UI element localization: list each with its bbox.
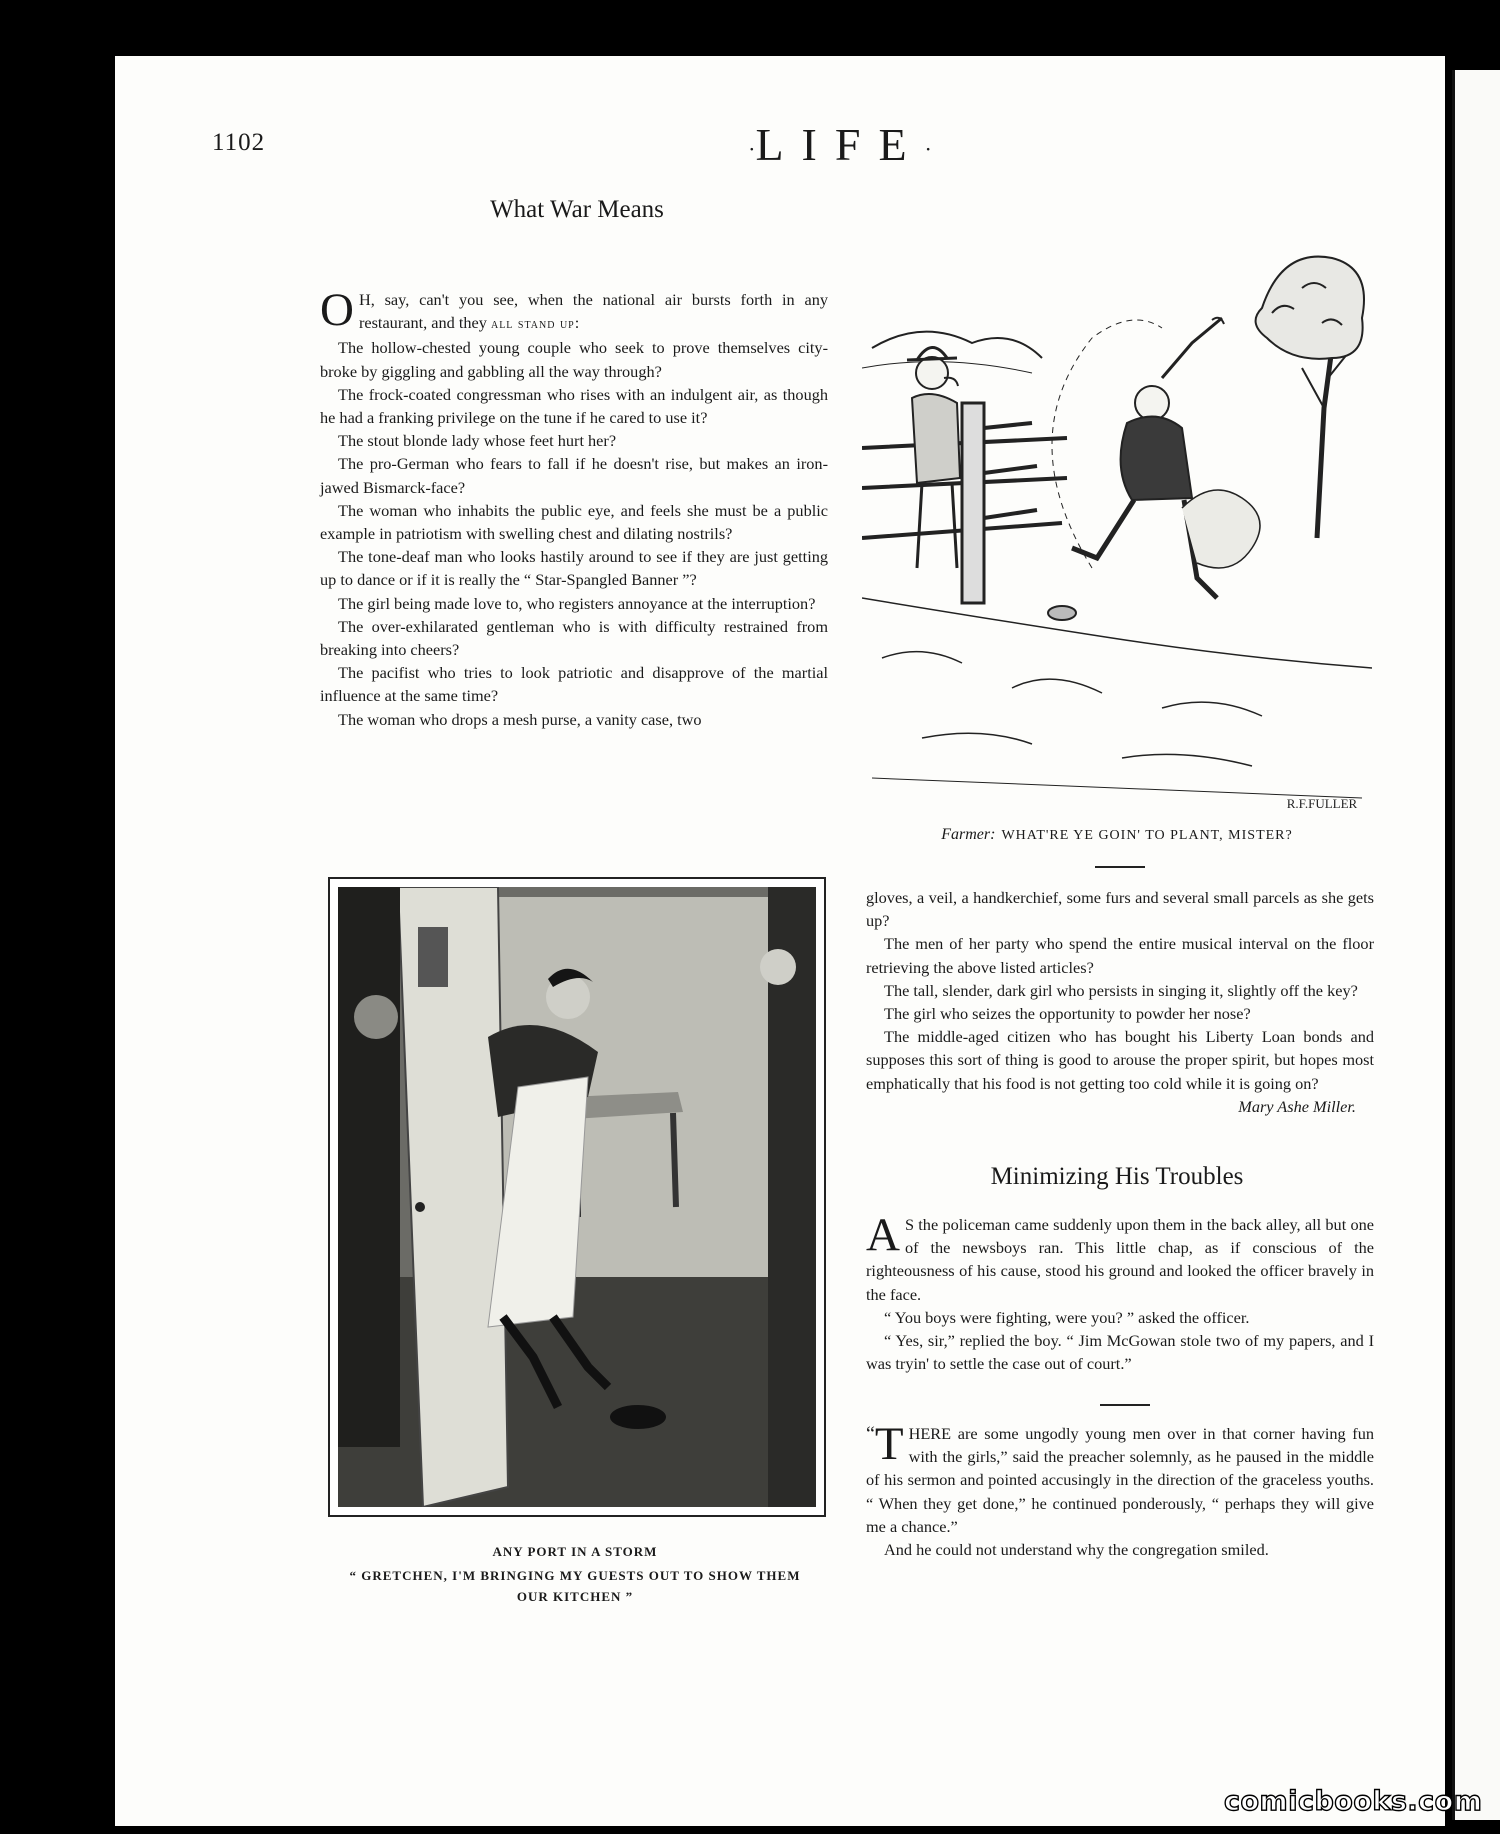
- watermark: comicbooks.com: [1224, 1786, 1483, 1817]
- cartoon-signature: R.F.FULLER: [1286, 796, 1358, 811]
- article-title: Minimizing His Troubles: [990, 1163, 1244, 1190]
- paragraph: The woman who inhabits the public eye, and feels she must be a public example in patriotism with swelling chest and dilating nostrils?: [320, 500, 828, 544]
- paragraph: The pacifist who tries to look patriotic and disapprove of the martial influence at the same time?: [320, 663, 828, 706]
- paragraph: gloves, a veil, a handkerchief, some furs and several small parcels as she gets up?: [866, 888, 1374, 931]
- paragraph: The girl who seizes the opportunity to powder her nose?: [884, 1004, 1251, 1024]
- paragraph: The tone-deaf man who looks hastily around to see if they are just getting up to dance or if it is really the “ Star-Spangled Banner ”?: [320, 547, 828, 590]
- cartoon-illustration: [862, 238, 1372, 818]
- divider-rule: [1095, 866, 1145, 868]
- author-signature: Mary Ashe Miller.: [1238, 1096, 1356, 1116]
- caption-text: WHAT'RE YE GOIN' TO PLANT, MISTER?: [1001, 828, 1293, 843]
- opening-paragraph: A S the policeman came suddenly upon them in the back alley, all but one of the newsboys ran. This little chap, as if conscious of the righteousness of his cause, stood his ground and looked the officer bravely in the face.: [866, 1209, 1374, 1304]
- opening-paragraph: O H, say, can't you see, when the national air bursts forth in any restaurant, and they all stand up:: [320, 284, 828, 336]
- paragraph: “ Yes, sir,” replied the boy. “ Jim McGowan stole two of my papers, and I was tryin' to settle the case out of court.”: [866, 1331, 1374, 1374]
- paragraph: The woman who drops a mesh purse, a vanity case, two: [338, 709, 702, 729]
- photo-caption: [328, 1541, 822, 1607]
- photo-caption-line: “ GRETCHEN, I'M BRINGING MY GUESTS OUT TO SHOW THEM: [349, 1568, 801, 1583]
- masthead-title: LIFE: [755, 119, 925, 170]
- paragraph: The tall, slender, dark girl who persists in singing it, slightly off the key?: [884, 980, 1358, 1000]
- article-column: [320, 284, 828, 731]
- paragraph: The frock-coated congressman who rises with an indulgent air, as though he had a franking privilege on the tune if he cared to use it?: [320, 384, 828, 428]
- paragraph: “ You boys were fighting, were you? ” asked the officer.: [884, 1307, 1250, 1327]
- paragraph: The men of her party who spend the entire musical interval on the floor retrieving the above listed articles?: [866, 934, 1374, 977]
- opening-paragraph: “ T HERE are some ungodly young men over in that corner having fun with the girls,” said the preacher solemnly, as he paused in the middle of his sermon and pointed accusingly in the direction of the graceless youths. “ When they get done,” he continued ponderously, “ perhaps they will give me a chance.”: [866, 1418, 1374, 1536]
- photo-caption-line: OUR KITCHEN ”: [516, 1589, 634, 1604]
- paragraph: The middle-aged citizen who has bought his Liberty Loan bonds and supposes this sort of thing is good to arouse the proper spirit, but hopes most emphatically that his food is not getting too cold while it is going on?: [866, 1027, 1374, 1093]
- paragraph: The pro-German who fears to fall if he doesn't rise, but makes an iron-jawed Bismarck-face?: [320, 454, 828, 497]
- caption-speaker: Farmer:: [941, 826, 996, 843]
- paragraph: The girl being made love to, who registers annoyance at the interruption?: [338, 593, 816, 613]
- article-column: [866, 1418, 1374, 1561]
- article-column: [866, 1209, 1374, 1375]
- paragraph: The hollow-chested young couple who seek to prove themselves city-broke by giggling and gabbling all the way through?: [320, 338, 828, 381]
- divider-rule: [1100, 1404, 1150, 1406]
- drop-cap: O: [320, 284, 354, 336]
- drop-cap: A: [866, 1209, 900, 1261]
- paragraph: And he could not understand why the congregation smiled.: [884, 1540, 1269, 1560]
- photo-frame: [328, 877, 826, 1517]
- drop-cap: T: [874, 1418, 904, 1470]
- masthead: ·LIFE·: [748, 119, 932, 170]
- cartoon-caption: [862, 826, 1372, 844]
- article-title: What War Means: [490, 196, 664, 223]
- facing-page-edge: [1452, 70, 1500, 1820]
- kitchen-photo: [338, 887, 816, 1507]
- paragraph: The over-exhilarated gentleman who is with difficulty restrained from breaking into cheers?: [320, 616, 828, 660]
- paragraph: The stout blonde lady whose feet hurt her?: [338, 431, 617, 451]
- article-column-continued: [866, 886, 1374, 1118]
- page-number: 1102: [212, 129, 266, 156]
- photo-caption-title: ANY PORT IN A STORM: [492, 1544, 658, 1559]
